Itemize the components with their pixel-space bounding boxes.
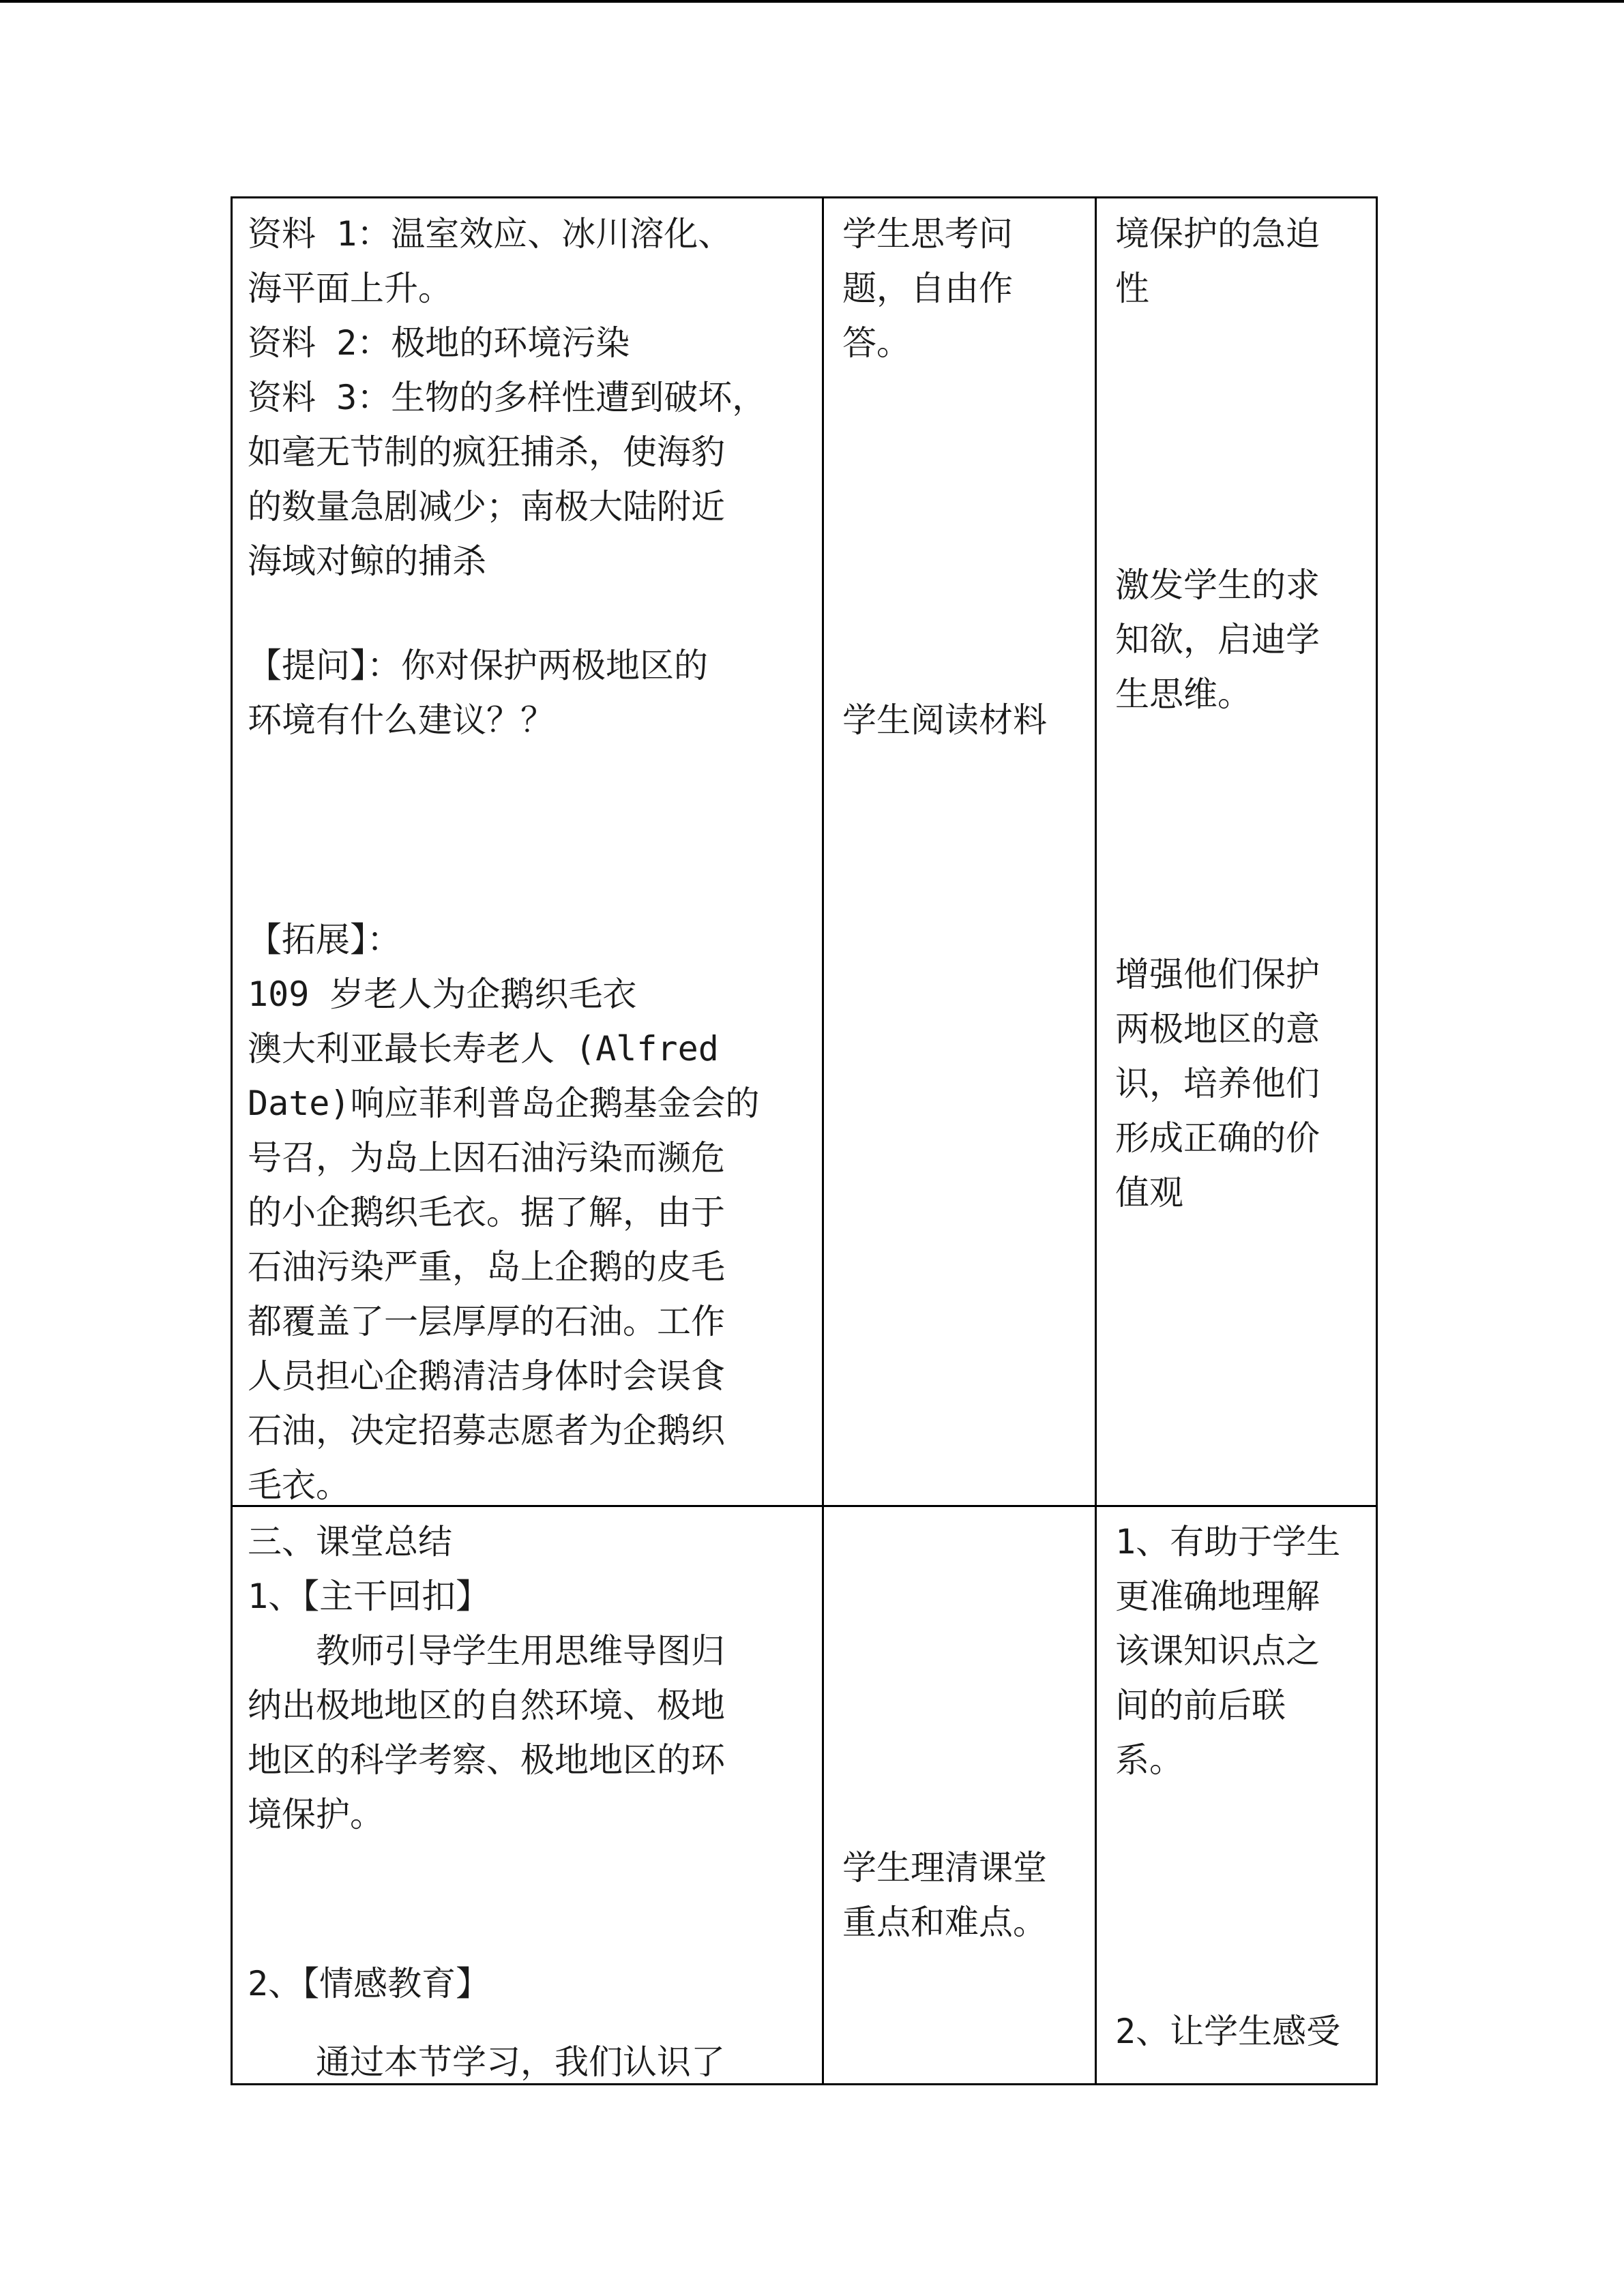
intent-point1-line: 系。 bbox=[1115, 1740, 1183, 1780]
intent-urgency-line: 性 bbox=[1115, 269, 1149, 308]
extension-line: 澳大利亚最长寿老人 (Alfred bbox=[248, 1029, 719, 1069]
student-think-line: 题，自由作 bbox=[842, 269, 1013, 308]
intent-values-line: 形成正确的价 bbox=[1115, 1118, 1320, 1158]
row1-activity-materials bbox=[248, 207, 814, 588]
material-line: 如毫无节制的疯狂捕杀，使海豹 bbox=[248, 432, 725, 472]
extension-line: 都覆盖了一层厚厚的石油。工作 bbox=[248, 1302, 725, 1341]
intent-point1-line: 该课知识点之 bbox=[1115, 1631, 1320, 1671]
column-divider-1 bbox=[822, 198, 824, 2083]
intent-inspire-line: 生思维。 bbox=[1115, 674, 1252, 714]
intent-values-line: 识，培养他们 bbox=[1115, 1064, 1320, 1103]
extension-line: 的小企鹅织毛衣。据了解，由于 bbox=[248, 1193, 725, 1232]
student-review-line: 学生理清课堂 bbox=[842, 1848, 1047, 1888]
intent-point1-line: 更准确地理解 bbox=[1115, 1577, 1320, 1616]
intent-values-line: 两极地区的意 bbox=[1115, 1009, 1320, 1049]
intent-inspire-line: 知欲，启迪学 bbox=[1115, 620, 1320, 659]
question-line: 【提问】：你对保护两极地区的 bbox=[248, 646, 708, 685]
row1-activity-question bbox=[248, 638, 814, 747]
extension-line: 石油，决定招募志愿者为企鹅织 bbox=[248, 1411, 725, 1450]
summary-item1-line: 纳出极地地区的自然环境、极地 bbox=[248, 1686, 725, 1725]
row1-intent-inspire bbox=[1115, 558, 1368, 721]
row1-activity-extension bbox=[248, 912, 814, 1512]
material-line: 资料 1：温室效应、冰川溶化、 bbox=[248, 214, 733, 254]
extension-line: 毛衣。 bbox=[248, 1465, 350, 1505]
material-line: 海平面上升。 bbox=[248, 269, 452, 308]
summary-item1-title: 1、【主干回扣】 bbox=[248, 1577, 490, 1616]
extension-line: 号召，为岛上因石油污染而濒危 bbox=[248, 1138, 725, 1178]
intent-urgency-line: 境保护的急迫 bbox=[1115, 214, 1320, 254]
intent-point1-line: 间的前后联 bbox=[1115, 1686, 1286, 1725]
extension-line: 【拓展】： bbox=[248, 920, 401, 959]
summary-item1-line: 境保护。 bbox=[248, 1795, 384, 1834]
lesson-plan-table bbox=[231, 196, 1378, 2085]
student-review-line: 重点和难点。 bbox=[842, 1903, 1047, 1942]
summary-item2-title: 2、【情感教育】 bbox=[248, 1964, 490, 2003]
row2-intent-point1 bbox=[1115, 1515, 1368, 1787]
student-think-line: 学生思考问 bbox=[842, 214, 1013, 254]
material-line: 海域对鲸的捕杀 bbox=[248, 541, 486, 581]
column-divider-2 bbox=[1095, 198, 1097, 2083]
row1-student-read: 学生阅读材料 bbox=[842, 700, 1047, 740]
intent-inspire-line: 激发学生的求 bbox=[1115, 565, 1320, 605]
extension-line: 人员担心企鹅清洁身体时会误食 bbox=[248, 1356, 725, 1396]
row1-intent-values bbox=[1115, 947, 1368, 1220]
extension-line: 石油污染严重，岛上企鹅的皮毛 bbox=[248, 1247, 725, 1287]
row1-intent-urgency bbox=[1115, 207, 1368, 316]
intent-values-line: 增强他们保护 bbox=[1115, 955, 1320, 994]
intent-point1-line: 1、有助于学生 bbox=[1115, 1522, 1341, 1562]
row2-activity-summary bbox=[248, 1515, 814, 1842]
row1-student-think bbox=[842, 207, 1088, 370]
material-line: 的数量急剧减少；南极大陆附近 bbox=[248, 487, 725, 526]
summary-item1-line: 教师引导学生用思维导图归 bbox=[316, 1631, 725, 1671]
material-line: 资料 3：生物的多样性遭到破坏， bbox=[248, 378, 767, 417]
summary-item1-line: 地区的科学考察、极地地区的环 bbox=[248, 1740, 725, 1780]
extension-line: 109 岁老人为企鹅织毛衣 bbox=[248, 974, 637, 1014]
student-think-line: 答。 bbox=[842, 323, 911, 363]
extension-line: Date)响应菲利普岛企鹅基金会的 bbox=[248, 1084, 760, 1123]
page-top-border bbox=[0, 0, 1624, 3]
summary-heading: 三、课堂总结 bbox=[248, 1522, 452, 1562]
summary-item2-line: 通过本节学习，我们认识了 bbox=[316, 2042, 725, 2082]
material-line: 资料 2：极地的环境污染 bbox=[248, 323, 630, 363]
question-line: 环境有什么建议？？ bbox=[248, 700, 555, 740]
row2-student-review bbox=[842, 1840, 1088, 1950]
row2-intent-point2: 2、让学生感受 bbox=[1115, 2012, 1341, 2051]
intent-values-line: 值观 bbox=[1115, 1173, 1183, 1212]
